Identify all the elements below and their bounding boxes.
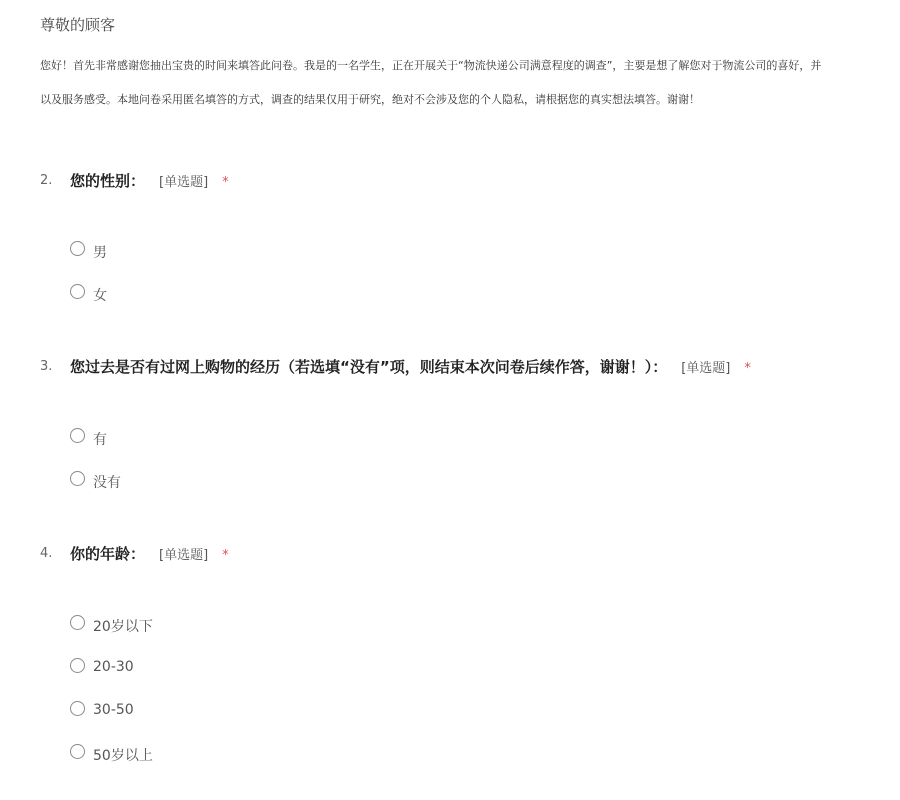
- required-asterisk: *: [222, 548, 229, 563]
- option-label: 20岁以下: [93, 619, 153, 635]
- question-number: 2.: [40, 173, 53, 188]
- question-title-text: 您过去是否有过网上购物的经历（若选填“没有”项，则结束本次问卷后续作答，谢谢！）：: [70, 358, 668, 376]
- question-title-text: 你的年龄：: [70, 545, 146, 563]
- radio-button[interactable]: [70, 284, 85, 299]
- question-title: [70, 356, 751, 377]
- option-label: 男: [93, 245, 107, 261]
- intro-text-line-1: 您好！首先非常感谢您抽出宝贵的时间来填答此问卷。我是的一名学生，正在开展关于“物流快递公司满意程度的调查”，主要是想了解您对于物流公司的喜好，并: [40, 59, 822, 72]
- radio-button[interactable]: [70, 428, 85, 443]
- radio-button[interactable]: [70, 701, 85, 716]
- question-number: 3.: [40, 359, 53, 374]
- radio-button[interactable]: [70, 241, 85, 256]
- radio-button[interactable]: [70, 471, 85, 486]
- option-label: 30-50: [93, 702, 134, 718]
- option-label: 50岁以上: [93, 748, 153, 764]
- radio-button[interactable]: [70, 658, 85, 673]
- question-type-label: [单选题]: [159, 175, 209, 190]
- question-title: [70, 170, 229, 191]
- question-type-label: [单选题]: [681, 361, 731, 376]
- option-label: 有: [93, 432, 107, 448]
- question-number: 4.: [40, 546, 53, 561]
- required-asterisk: *: [744, 361, 751, 376]
- greeting-heading: 尊敬的顾客: [40, 16, 116, 34]
- required-asterisk: *: [222, 175, 229, 190]
- intro-text-line-2: 以及服务感受。本地问卷采用匿名填答的方式，调查的结果仅用于研究，绝对不会涉及您的个人隐私，请根据您的真实想法填答。谢谢！: [40, 93, 700, 106]
- radio-button[interactable]: [70, 615, 85, 630]
- option-label: 女: [93, 288, 107, 304]
- question-type-label: [单选题]: [159, 548, 209, 563]
- question-title-text: 您的性别：: [70, 172, 146, 190]
- radio-button[interactable]: [70, 744, 85, 759]
- option-label: 20-30: [93, 659, 134, 675]
- question-title: [70, 543, 229, 564]
- option-label: 没有: [93, 475, 121, 491]
